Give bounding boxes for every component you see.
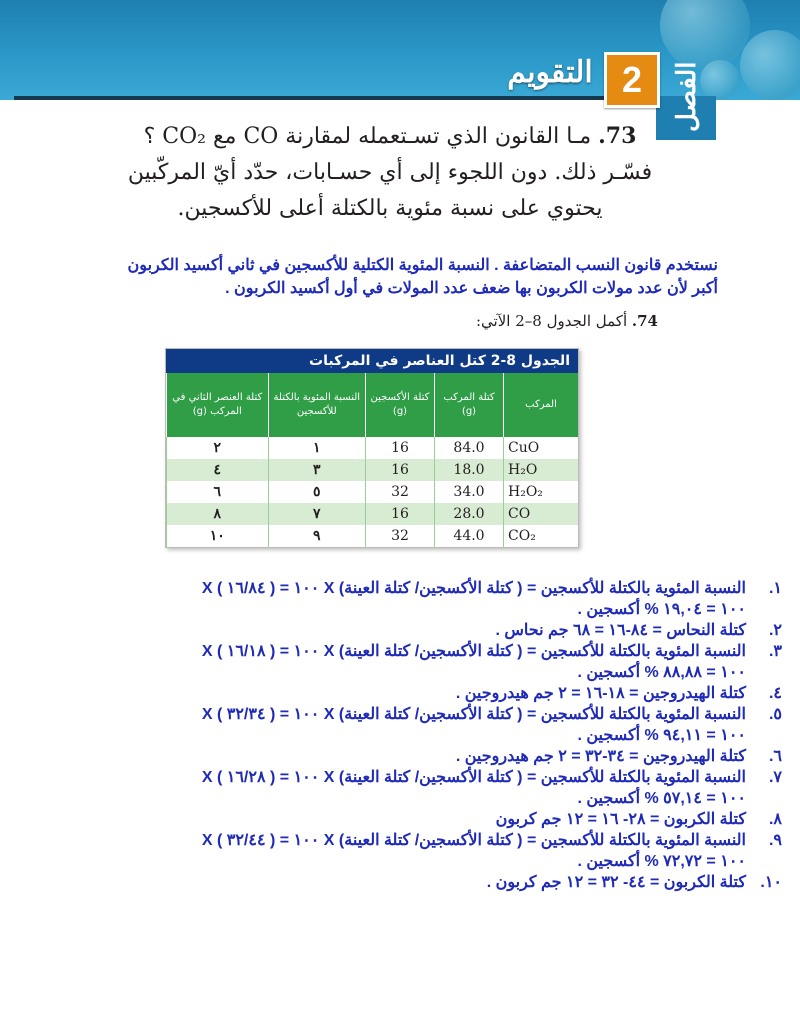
answer-marker: ٦. [768, 748, 782, 765]
cell-oxygen-mass: 32 [366, 525, 435, 547]
cell-second-element-mass: ٢ [167, 437, 269, 459]
answer-line: كتلة الهيدروجين = ١٨-١٦ = ٢ جم هيدروجين . [455, 685, 746, 702]
question-73 [120, 118, 660, 227]
question-text: أكمل الجدول 8–2 الآتي: [475, 312, 628, 330]
answer-line: ١٠٠ = ١٩,٠٤ % أكسجين . [577, 601, 746, 618]
cell-second-element-mass: ٦ [167, 481, 269, 503]
table-grid [166, 373, 578, 547]
section-title: التقويم [507, 55, 593, 90]
cell-second-element-mass: ٤ [167, 459, 269, 481]
table-row [167, 503, 579, 525]
answer-line: كتلة الكربون = ٢٨- ١٦ = ١٢ جم كربون [495, 811, 746, 828]
cell-compound-mass: 84.0 [435, 437, 504, 459]
cell-oxygen-percent: ١ [268, 437, 365, 459]
question-74 [330, 312, 658, 330]
answer-marker: ٧. [768, 769, 782, 786]
cell-compound: CO [504, 503, 579, 525]
answer-marker: ٣. [768, 643, 782, 660]
answer-line: كتلة النحاس = ٨٤-١٦ = ٦٨ جم نحاس . [495, 622, 746, 639]
answer-marker: ٢. [768, 622, 782, 639]
header-compound-mass: كتلة المركب (g) [435, 373, 504, 437]
cell-oxygen-mass: 16 [366, 459, 435, 481]
cell-compound: CuO [504, 437, 579, 459]
answer-item [30, 683, 782, 704]
answer-marker: ٥. [768, 706, 782, 723]
cell-oxygen-mass: 16 [366, 503, 435, 525]
answer-item [30, 746, 782, 767]
header-oxygen-percent: النسبة المئوية بالكتلة للأكسجين [268, 373, 365, 437]
answer-item [30, 704, 782, 746]
answer-marker: ٤. [768, 685, 782, 702]
cell-second-element-mass: ٨ [167, 503, 269, 525]
answer-line: ١٠٠ = ٩٤,١١ % أكسجين . [577, 727, 746, 744]
cell-oxygen-percent: ٣ [268, 459, 365, 481]
cell-oxygen-percent: ٩ [268, 525, 365, 547]
cell-oxygen-percent: ٥ [268, 481, 365, 503]
answer-line: النسبة المئوية بالكتلة للأكسجين = ( كتلة الأكسجين/ كتلة العينة) X ١٠٠ = ( ٣٢/٤٤ ) X [201, 832, 746, 849]
answer-line: النسبة المئوية بالكتلة للأكسجين = ( كتلة الأكسجين/ كتلة العينة) X ١٠٠ = ( ٣٢/٣٤ ) X [201, 706, 746, 723]
cell-compound-mass: 18.0 [435, 459, 504, 481]
header-second-element-mass: كتلة العنصر الثاني في المركب (g) [167, 373, 269, 437]
table-row [167, 525, 579, 547]
cell-oxygen-mass: 32 [366, 481, 435, 503]
answer-item [30, 767, 782, 809]
header-oxygen-mass: كتلة الأكسجين (g) [366, 373, 435, 437]
table-header-row [167, 373, 579, 437]
mass-table [165, 348, 579, 548]
answer-marker: ١٠. [760, 874, 782, 891]
answer-item [30, 809, 782, 830]
answer-line: النسبة المئوية بالكتلة للأكسجين = ( كتلة الأكسجين/ كتلة العينة) X ١٠٠ = ( ١٦/٨٤ ) X [201, 580, 746, 597]
question-number: 74. [631, 312, 658, 330]
answer-line: ١٠٠ = ٧٢,٧٢ % أكسجين . [577, 853, 746, 870]
table-row [167, 481, 579, 503]
cell-compound: H₂O₂ [504, 481, 579, 503]
answer-item [30, 830, 782, 872]
molecule-decoration [740, 30, 800, 100]
answer-marker: ٩. [768, 832, 782, 849]
answers-list [30, 578, 782, 893]
header-rule [14, 96, 654, 100]
table-row [167, 437, 579, 459]
cell-compound-mass: 28.0 [435, 503, 504, 525]
cell-oxygen-percent: ٧ [268, 503, 365, 525]
cell-compound-mass: 34.0 [435, 481, 504, 503]
table-caption: الجدول 8-2 كتل العناصر في المركبات [166, 349, 578, 373]
question-number: 73. [598, 123, 637, 149]
chapter-number-badge: 2 [604, 52, 660, 108]
cell-compound-mass: 44.0 [435, 525, 504, 547]
answer-item [30, 578, 782, 620]
answer-marker: ١. [768, 580, 782, 597]
answer-line: النسبة المئوية بالكتلة للأكسجين = ( كتلة الأكسجين/ كتلة العينة) X ١٠٠ = ( ١٦/٢٨ ) X [201, 769, 746, 786]
answer-item [30, 620, 782, 641]
answer-73: نستخدم قانون النسب المتضاعفة . النسبة المئوية الكتلية للأكسجين في ثاني أكسيد الكربون أكبر لأن عدد مولات الكربون بها ضعف عدد المولات في أول أكسيد الكربون . [127, 257, 718, 297]
chapter-label: الفصل [672, 61, 702, 133]
cell-second-element-mass: ١٠ [167, 525, 269, 547]
header-compound: المركب [504, 373, 579, 437]
answer-line: النسبة المئوية بالكتلة للأكسجين = ( كتلة الأكسجين/ كتلة العينة) X ١٠٠ = ( ١٦/١٨ ) X [201, 643, 746, 660]
cell-oxygen-mass: 16 [366, 437, 435, 459]
answer-line: كتلة الهيدروجين = ٣٤-٣٢ = ٢ جم هيدروجين . [455, 748, 746, 765]
cell-compound: CO₂ [504, 525, 579, 547]
answer-line: كتلة الكربون = ٤٤- ٣٢ = ١٢ جم كربون . [486, 874, 746, 891]
answer-item [30, 872, 782, 893]
cell-compound: H₂O [504, 459, 579, 481]
table-row [167, 459, 579, 481]
answer-item [30, 641, 782, 683]
answer-marker: ٨. [768, 811, 782, 828]
answer-line: ١٠٠ = ٥٧,١٤ % أكسجين . [577, 790, 746, 807]
question-text: مـا القانون الذي تسـتعمله لمقارنة CO مع CO₂ ؟ فسّـر ذلك. دون اللجوء إلى أي حسـابات، حدّد أيّ المركّبين يحتوي على نسبة مئوية بالكتلة أعلى للأكسجين. [127, 124, 653, 221]
answer-line: ١٠٠ = ٨٨,٨٨ % أكسجين . [577, 664, 746, 681]
